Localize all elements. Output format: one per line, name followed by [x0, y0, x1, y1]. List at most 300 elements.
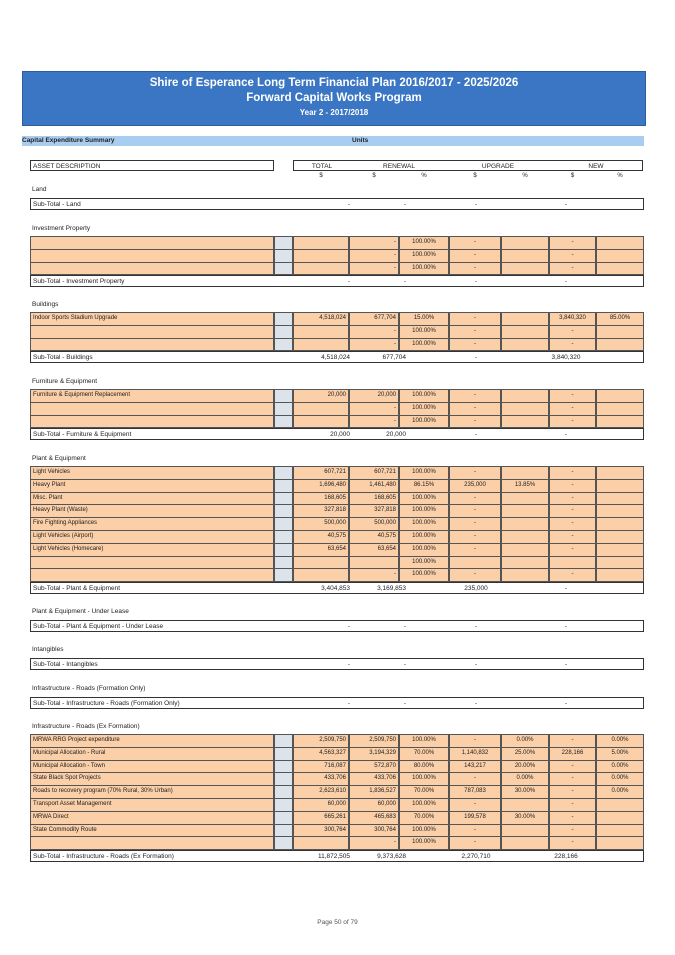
new-percent-cell [596, 492, 644, 506]
subtotal-total: 4,518,024 [321, 354, 350, 362]
new-percent-cell [596, 568, 644, 582]
spacer-cell [274, 249, 293, 263]
new-amount-cell: - [549, 824, 596, 838]
upgrade-percent-cell [501, 338, 549, 352]
renewal-amount-cell: 2,509,750 [349, 734, 399, 748]
new-percent-cell [596, 836, 644, 850]
upgrade-amount-cell: - [449, 236, 501, 250]
new-amount-cell: - [549, 760, 596, 774]
asset-description-cell [30, 836, 274, 850]
new-percent-cell [596, 415, 644, 429]
asset-description-cell: Transport Asset Management [30, 798, 274, 812]
renewal-amount-cell: 433,706 [349, 772, 399, 786]
upgrade-amount-cell: - [449, 824, 501, 838]
new-percent-cell [596, 249, 644, 263]
new-amount-cell: - [549, 249, 596, 263]
asset-description-cell: Municipal Allocation - Town [30, 760, 274, 774]
upgrade-percent-cell [501, 568, 549, 582]
subtotal-label: Sub-Total - Intangibles [33, 661, 98, 668]
report-title: Shire of Esperance Long Term Financial Plan 2016/2017 - 2025/2026 [149, 77, 519, 89]
spacer-cell [274, 824, 293, 838]
renewal-percent-cell: 86.15% [399, 479, 449, 493]
summary-label: Capital Expenditure Summary [22, 137, 115, 144]
subtotal-upgrade: 235,000 [464, 585, 488, 593]
subtotal-total: - [347, 661, 350, 668]
spacer-cell [274, 262, 293, 276]
upgrade-amount-cell: 787,083 [449, 785, 501, 799]
total-cell: 60,000 [293, 798, 349, 812]
upgrade-amount-cell: - [449, 415, 501, 429]
renewal-amount-cell: 1,836,527 [349, 785, 399, 799]
upgrade-amount-cell: - [449, 249, 501, 263]
subtotal-new: - [564, 201, 568, 208]
renewal-amount-cell: - [349, 236, 399, 250]
report-banner [22, 71, 646, 126]
unit-upgrade-dollar: $ [473, 173, 477, 179]
section-title: Furniture & Equipment [32, 378, 98, 385]
asset-description-cell [30, 249, 274, 263]
section-title: Intangibles [32, 646, 64, 653]
total-cell [293, 236, 349, 250]
total-cell: 500,000 [293, 517, 349, 531]
asset-description-cell: Light Vehicles (Airport) [30, 530, 274, 544]
upgrade-amount-cell: - [449, 466, 501, 480]
total-cell: 300,764 [293, 824, 349, 838]
subtotal-new: - [564, 700, 568, 707]
renewal-amount-cell: - [349, 262, 399, 276]
total-header: TOTAL [311, 163, 333, 170]
upgrade-percent-cell [501, 262, 549, 276]
renewal-percent-cell: 100.00% [399, 389, 449, 403]
spacer-cell [274, 811, 293, 825]
new-amount-cell: - [549, 236, 596, 250]
subtotal-new: - [564, 661, 568, 668]
asset-description-cell: Light Vehicles [30, 466, 274, 480]
subtotal-label: Sub-Total - Buildings [33, 354, 93, 362]
subtotal-row [30, 351, 644, 363]
renewal-amount-cell: 20,000 [349, 389, 399, 403]
subtotal-upgrade: - [474, 661, 478, 668]
new-amount-cell: - [549, 836, 596, 850]
new-amount-cell: - [549, 338, 596, 352]
new-amount-cell: - [549, 402, 596, 416]
subtotal-renewal: 20,000 [386, 431, 406, 439]
report-subtitle: Forward Capital Works Program [246, 92, 422, 104]
upgrade-percent-cell [501, 530, 549, 544]
total-cell [293, 262, 349, 276]
renewal-amount-cell: 572,870 [349, 760, 399, 774]
column-group-header [293, 160, 643, 171]
new-amount-cell: - [549, 734, 596, 748]
new-amount-cell: - [549, 568, 596, 582]
upgrade-amount-cell: - [449, 568, 501, 582]
subtotal-renewal: - [403, 661, 406, 668]
renewal-percent-cell: 100.00% [399, 249, 449, 263]
total-cell [293, 568, 349, 582]
upgrade-percent-cell: 13.85% [501, 479, 549, 493]
subtotal-row [30, 198, 644, 210]
total-cell: 665,261 [293, 811, 349, 825]
unit-renewal-percent: % [421, 173, 427, 179]
subtotal-label: Sub-Total - Land [33, 201, 81, 208]
renewal-amount-cell: 607,721 [349, 466, 399, 480]
upgrade-percent-cell: 0.00% [501, 734, 549, 748]
total-cell: 2,623,610 [293, 785, 349, 799]
upgrade-amount-cell: - [449, 517, 501, 531]
section-title: Infrastructure - Roads (Ex Formation) [32, 723, 140, 730]
renewal-percent-cell: 100.00% [399, 262, 449, 276]
upgrade-amount-cell: 199,578 [449, 811, 501, 825]
upgrade-percent-cell: 0.00% [501, 772, 549, 786]
subtotal-label: Sub-Total - Furniture & Equipment [33, 431, 132, 439]
renewal-percent-cell: 100.00% [399, 556, 449, 570]
unit-renewal-dollar: $ [372, 173, 376, 179]
upgrade-percent-cell [501, 517, 549, 531]
upgrade-percent-cell [501, 556, 549, 570]
new-percent-cell: 0.00% [596, 785, 644, 799]
spacer-cell [274, 504, 293, 518]
renewal-amount-cell: 300,764 [349, 824, 399, 838]
renewal-amount-cell: 327,818 [349, 504, 399, 518]
subtotal-upgrade: 2,270,710 [461, 853, 491, 861]
new-amount-cell: - [549, 325, 596, 339]
renewal-amount-cell: - [349, 568, 399, 582]
total-cell: 1,696,480 [293, 479, 349, 493]
asset-description-cell [30, 556, 274, 570]
upgrade-percent-cell: 30.00% [501, 785, 549, 799]
asset-description-cell [30, 338, 274, 352]
new-amount-cell: 228,166 [549, 747, 596, 761]
renewal-amount-cell: 465,683 [349, 811, 399, 825]
new-amount-cell: - [549, 798, 596, 812]
asset-description-cell [30, 262, 274, 276]
asset-description-cell: Misc. Plant [30, 492, 274, 506]
subtotal-total: - [347, 623, 350, 630]
new-amount-cell: - [549, 492, 596, 506]
upgrade-percent-cell: 20.00% [501, 760, 549, 774]
subtotal-label: Sub-Total - Infrastructure - Roads (Ex Formation) [33, 853, 174, 861]
spacer-cell [274, 312, 293, 326]
asset-description-cell: State Black Spot Projects [30, 772, 274, 786]
new-percent-cell: 0.00% [596, 734, 644, 748]
upgrade-percent-cell [501, 312, 549, 326]
spacer-cell [274, 338, 293, 352]
upgrade-percent-cell [501, 798, 549, 812]
renewal-percent-cell: 100.00% [399, 734, 449, 748]
spacer-cell [274, 517, 293, 531]
total-cell [293, 556, 349, 570]
subtotal-upgrade: - [474, 623, 478, 630]
subtotal-renewal: - [403, 700, 406, 707]
new-percent-cell: 0.00% [596, 772, 644, 786]
total-cell: 168,605 [293, 492, 349, 506]
subtotal-label: Sub-Total - Plant & Equipment - Under Lease [33, 623, 164, 630]
upgrade-percent-cell [501, 492, 549, 506]
subtotal-renewal: 9,373,628 [377, 853, 406, 861]
new-amount-cell: 3,840,320 [549, 312, 596, 326]
units-row [0, 173, 675, 181]
total-cell: 607,721 [293, 466, 349, 480]
renewal-percent-cell: 100.00% [399, 568, 449, 582]
upgrade-amount-cell [449, 556, 501, 570]
total-cell: 2,509,750 [293, 734, 349, 748]
spacer-cell [274, 479, 293, 493]
section-title: Infrastructure - Roads (Formation Only) [32, 685, 146, 692]
asset-description-cell: State Commodity Route [30, 824, 274, 838]
section-title: Plant & Equipment [32, 455, 86, 462]
subtotal-row [30, 582, 644, 594]
upgrade-percent-cell [501, 836, 549, 850]
upgrade-amount-cell: - [449, 734, 501, 748]
upgrade-amount-cell: - [449, 798, 501, 812]
new-amount-cell: - [549, 772, 596, 786]
new-amount-cell: - [549, 504, 596, 518]
renewal-amount-cell: 677,704 [349, 312, 399, 326]
spacer-cell [274, 568, 293, 582]
renewal-amount-cell: - [349, 402, 399, 416]
renewal-amount-cell: 168,605 [349, 492, 399, 506]
subtotal-new: 3,840,320 [551, 354, 581, 362]
renewal-amount-cell: - [349, 338, 399, 352]
subtotal-row [30, 275, 644, 287]
total-cell: 716,087 [293, 760, 349, 774]
renewal-percent-cell: 100.00% [399, 236, 449, 250]
spacer-cell [274, 760, 293, 774]
upgrade-percent-cell [501, 236, 549, 250]
asset-description-cell: Municipal Allocation - Rural [30, 747, 274, 761]
new-amount-cell: - [549, 530, 596, 544]
spacer-cell [274, 747, 293, 761]
asset-description-cell: Fire Fighting Appliances [30, 517, 274, 531]
spacer-cell [274, 798, 293, 812]
upgrade-amount-cell: - [449, 504, 501, 518]
renewal-percent-cell: 100.00% [399, 798, 449, 812]
spacer-cell [274, 556, 293, 570]
total-cell: 40,575 [293, 530, 349, 544]
section-title: Buildings [32, 301, 59, 308]
upgrade-percent-cell [501, 824, 549, 838]
asset-description-cell: Furniture & Equipment Replacement [30, 389, 274, 403]
new-percent-cell [596, 389, 644, 403]
subtotal-renewal: - [403, 201, 406, 208]
subtotal-row [30, 658, 644, 670]
renewal-amount-cell: - [349, 415, 399, 429]
renewal-amount-cell: - [349, 249, 399, 263]
renewal-percent-cell: 15.00% [399, 312, 449, 326]
new-percent-cell [596, 325, 644, 339]
upgrade-percent-cell [501, 415, 549, 429]
subtotal-new: 228,166 [554, 853, 578, 861]
subtotal-new: - [564, 623, 568, 630]
subtotal-renewal: 3,169,853 [377, 585, 406, 593]
report-year: Year 2 - 2017/2018 [299, 108, 369, 117]
unit-new-percent: % [617, 173, 623, 179]
total-cell: 433,706 [293, 772, 349, 786]
upgrade-amount-cell: 235,000 [449, 479, 501, 493]
asset-description-cell: Indoor Sports Stadium Upgrade [30, 312, 274, 326]
spacer-cell [274, 785, 293, 799]
subtotal-upgrade: - [474, 278, 478, 286]
new-percent-cell [596, 798, 644, 812]
upgrade-amount-cell: - [449, 543, 501, 557]
asset-description-cell [30, 402, 274, 416]
subtotal-total: 20,000 [330, 431, 350, 439]
asset-description-cell: MRWA RRG Project expenditure [30, 734, 274, 748]
renewal-percent-cell: 70.00% [399, 811, 449, 825]
renewal-amount-cell: 3,194,329 [349, 747, 399, 761]
renewal-percent-cell: 100.00% [399, 543, 449, 557]
renewal-percent-cell: 100.00% [399, 338, 449, 352]
subtotal-total: - [347, 278, 350, 286]
upgrade-amount-cell: - [449, 492, 501, 506]
page-number: Page 50 of 79 [317, 919, 358, 926]
renewal-percent-cell: 100.00% [399, 836, 449, 850]
subtotal-row [30, 850, 644, 862]
upgrade-amount-cell: - [449, 836, 501, 850]
subtotal-row [30, 620, 644, 632]
spacer-cell [274, 389, 293, 403]
new-percent-cell [596, 556, 644, 570]
new-percent-cell [596, 479, 644, 493]
new-amount-cell: - [549, 389, 596, 403]
unit-total: $ [319, 173, 323, 179]
renewal-percent-cell: 80.00% [399, 760, 449, 774]
new-percent-cell [596, 262, 644, 276]
total-cell [293, 338, 349, 352]
renewal-percent-cell: 100.00% [399, 325, 449, 339]
total-cell [293, 325, 349, 339]
upgrade-percent-cell [501, 543, 549, 557]
upgrade-amount-cell: - [449, 772, 501, 786]
upgrade-percent-cell [501, 325, 549, 339]
renewal-percent-cell: 100.00% [399, 492, 449, 506]
new-amount-cell: - [549, 466, 596, 480]
renewal-amount-cell: - [349, 836, 399, 850]
asset-description-cell: Heavy Plant (Waste) [30, 504, 274, 518]
new-amount-cell: - [549, 479, 596, 493]
total-cell: 63,654 [293, 543, 349, 557]
upgrade-amount-cell: - [449, 262, 501, 276]
spacer-cell [274, 543, 293, 557]
renewal-percent-cell: 100.00% [399, 466, 449, 480]
asset-description-cell: Heavy Plant [30, 479, 274, 493]
upgrade-percent-cell [501, 504, 549, 518]
total-cell [293, 249, 349, 263]
section-title: Land [32, 186, 47, 193]
total-cell: 327,818 [293, 504, 349, 518]
upgrade-percent-cell [501, 402, 549, 416]
new-amount-cell: - [549, 517, 596, 531]
total-cell: 4,518,024 [293, 312, 349, 326]
asset-description-cell: Roads to recovery program (70% Rural, 30% Urban) [30, 785, 274, 799]
upgrade-amount-cell: 143,217 [449, 760, 501, 774]
subtotal-upgrade: - [474, 201, 478, 208]
subtotal-label: Sub-Total - Infrastructure - Roads (Formation Only) [33, 700, 180, 707]
subtotal-total: - [347, 700, 350, 707]
new-amount-cell: - [549, 262, 596, 276]
renewal-amount-cell [349, 556, 399, 570]
renewal-percent-cell: 100.00% [399, 517, 449, 531]
upgrade-amount-cell: - [449, 389, 501, 403]
new-percent-cell [596, 236, 644, 250]
upgrade-amount-cell: - [449, 312, 501, 326]
asset-description-cell [30, 325, 274, 339]
new-amount-cell: - [549, 543, 596, 557]
asset-description-cell: Light Vehicles (Homecare) [30, 543, 274, 557]
new-percent-cell [596, 402, 644, 416]
upgrade-amount-cell: - [449, 402, 501, 416]
upgrade-amount-cell: - [449, 530, 501, 544]
section-title: Plant & Equipment - Under Lease [32, 608, 129, 615]
subtotal-label: Sub-Total - Investment Property [33, 278, 125, 286]
spacer-cell [274, 772, 293, 786]
subtotal-renewal: - [403, 278, 406, 286]
subtotal-new: - [564, 278, 568, 286]
upgrade-amount-cell: 1,140,832 [449, 747, 501, 761]
summary-bar [22, 136, 644, 146]
new-amount-cell: - [549, 785, 596, 799]
subtotal-total: - [347, 201, 350, 208]
units-label: Units [352, 137, 369, 144]
renewal-percent-cell: 100.00% [399, 772, 449, 786]
new-amount-cell [549, 556, 596, 570]
section-title: Investment Property [32, 225, 91, 232]
subtotal-upgrade: - [474, 431, 478, 439]
renewal-percent-cell: 70.00% [399, 747, 449, 761]
subtotal-renewal: - [403, 623, 406, 630]
new-percent-cell: 85.00% [596, 312, 644, 326]
renewal-amount-cell: 1,461,480 [349, 479, 399, 493]
upgrade-percent-cell [501, 249, 549, 263]
new-header: NEW [588, 163, 604, 170]
renewal-percent-cell: 100.00% [399, 402, 449, 416]
asset-description-cell: MRWA Direct [30, 811, 274, 825]
spacer-cell [274, 415, 293, 429]
spacer-cell [274, 836, 293, 850]
asset-description-cell [30, 236, 274, 250]
total-cell [293, 836, 349, 850]
upgrade-percent-cell: 30.00% [501, 811, 549, 825]
renewal-amount-cell: 60,000 [349, 798, 399, 812]
subtotal-new: - [564, 585, 568, 593]
spacer-cell [274, 402, 293, 416]
renewal-header: RENEWAL [383, 163, 415, 170]
renewal-percent-cell: 100.00% [399, 530, 449, 544]
subtotal-renewal: 677,704 [382, 354, 406, 362]
unit-new-dollar: $ [570, 173, 575, 179]
subtotal-new: - [564, 431, 568, 439]
spacer-cell [274, 530, 293, 544]
upgrade-amount-cell: - [449, 325, 501, 339]
total-cell [293, 402, 349, 416]
unit-upgrade-percent: % [522, 173, 528, 179]
subtotal-total: 3,404,853 [321, 585, 350, 593]
total-cell: 4,563,327 [293, 747, 349, 761]
new-percent-cell [596, 811, 644, 825]
asset-description-header: ASSET DESCRIPTION [30, 160, 274, 171]
spacer-cell [274, 466, 293, 480]
renewal-amount-cell: 500,000 [349, 517, 399, 531]
renewal-percent-cell: 70.00% [399, 785, 449, 799]
spacer-cell [274, 492, 293, 506]
subtotal-row [30, 697, 644, 709]
spacer-cell [274, 734, 293, 748]
upgrade-header: UPGRADE [481, 163, 515, 170]
renewal-percent-cell: 100.00% [399, 504, 449, 518]
upgrade-percent-cell [501, 466, 549, 480]
new-percent-cell [596, 543, 644, 557]
new-percent-cell [596, 504, 644, 518]
